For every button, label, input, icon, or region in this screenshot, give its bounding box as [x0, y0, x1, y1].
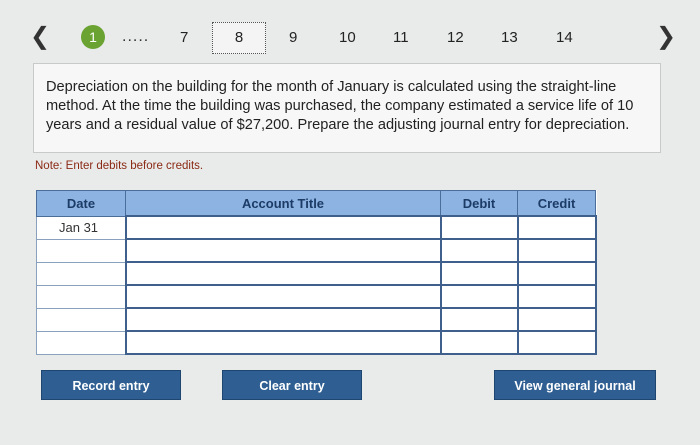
record-entry-button[interactable]: Record entry — [41, 370, 181, 400]
account-title-input[interactable] — [126, 262, 441, 285]
debit-input[interactable] — [441, 331, 518, 354]
credit-input[interactable] — [518, 308, 596, 331]
table-row — [37, 308, 596, 331]
debit-input[interactable] — [441, 216, 518, 239]
date-cell — [37, 262, 126, 285]
next-arrow-icon[interactable]: ❯ — [656, 23, 677, 50]
date-column-header: Date — [37, 191, 126, 217]
step-ellipsis: ..... — [122, 28, 150, 45]
account-title-input[interactable] — [126, 239, 441, 262]
credit-input[interactable] — [518, 262, 596, 285]
page-14[interactable]: 14 — [556, 29, 573, 46]
account-title-input[interactable] — [126, 331, 441, 354]
debit-input[interactable] — [441, 262, 518, 285]
account-title-input[interactable] — [126, 308, 441, 331]
date-cell — [37, 308, 126, 331]
credit-input[interactable] — [518, 239, 596, 262]
date-cell — [37, 331, 126, 354]
table-row — [37, 239, 596, 262]
journal-header-row — [37, 191, 596, 217]
page-10[interactable]: 10 — [339, 29, 356, 46]
date-cell — [37, 239, 126, 262]
clear-entry-button[interactable]: Clear entry — [222, 370, 362, 400]
debit-input[interactable] — [441, 308, 518, 331]
account-title-input[interactable] — [126, 216, 441, 239]
credit-input[interactable] — [518, 331, 596, 354]
page-11[interactable]: 11 — [393, 29, 409, 46]
table-row — [37, 216, 596, 239]
page-12[interactable]: 12 — [447, 29, 464, 46]
debit-input[interactable] — [441, 239, 518, 262]
view-general-journal-button[interactable]: View general journal — [494, 370, 656, 400]
debit-column-header: Debit — [441, 191, 518, 217]
completed-step-1[interactable]: 1 — [81, 25, 105, 49]
page-8-current[interactable]: 8 — [212, 22, 266, 54]
date-cell: Jan 31 — [37, 216, 126, 239]
debit-input[interactable] — [441, 285, 518, 308]
page-9[interactable]: 9 — [289, 29, 298, 46]
account-title-column-header: Account Title — [126, 191, 441, 217]
table-row — [37, 262, 596, 285]
credit-input[interactable] — [518, 285, 596, 308]
question-navigator — [0, 22, 700, 54]
account-title-input[interactable] — [126, 285, 441, 308]
credit-input[interactable] — [518, 216, 596, 239]
date-cell — [37, 285, 126, 308]
prev-arrow-icon[interactable]: ❮ — [30, 23, 51, 50]
page-7[interactable]: 7 — [180, 29, 189, 46]
table-row — [37, 285, 596, 308]
credit-column-header: Credit — [518, 191, 596, 217]
question-text: Depreciation on the building for the month of January is calculated using the straight-line method. At the time the building was purchased, the company estimated a service life of 10 years and a residual value of $27,200. Prepare the adjusting journal entry for depreciation. — [33, 63, 661, 153]
journal-entry-table — [36, 190, 597, 355]
instruction-note: Note: Enter debits before credits. — [35, 160, 204, 172]
page-13[interactable]: 13 — [501, 29, 518, 46]
table-row — [37, 331, 596, 354]
